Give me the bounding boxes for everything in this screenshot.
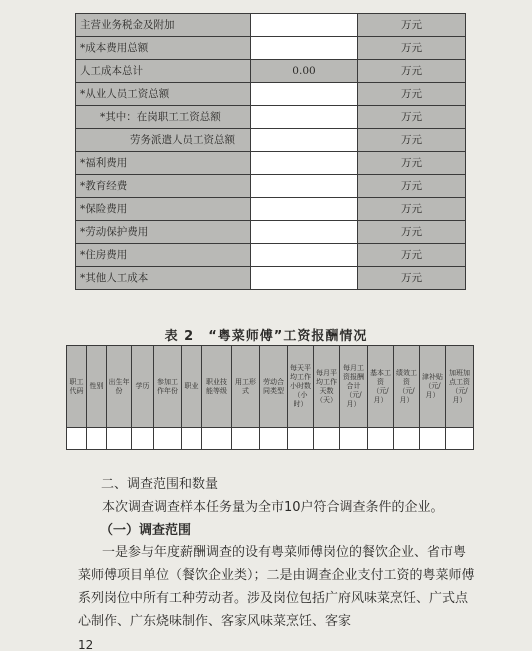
cost-item-value (251, 129, 358, 152)
cost-item-unit: 万元 (358, 83, 466, 106)
cost-item-value (251, 267, 358, 290)
section-paragraph-2: 一是参与年度薪酬调查的设有粤菜师傅岗位的餐饮企业、省市粤菜师傅项目单位（餐饮企业类）；二是由调查企业支付工资的粤菜师傅系列岗位中所有工种劳动者。涉及岗位包括广府风味菜烹饪、广式点心制作、广东烧味制作、客家风味菜烹饪、客家 (78, 545, 475, 629)
wage-table-cell (446, 428, 474, 450)
table-caption: 表 2 “粤菜师傅”工资报酬情况 (164, 329, 368, 344)
cost-item-unit: 万元 (358, 175, 466, 198)
cost-item-label: 主营业务税金及附加 (76, 14, 251, 37)
cost-table-row (76, 267, 466, 290)
wage-table-header: 绩效工资（元/月） (394, 346, 420, 428)
wage-table-cell (394, 428, 420, 450)
wage-table-header: 职业技能等级 (202, 346, 232, 428)
cost-item-value (251, 83, 358, 106)
cost-item-label: *其他人工成本 (76, 267, 251, 290)
cost-table-row (76, 221, 466, 244)
cost-item-value (251, 221, 358, 244)
wage-table-cell (368, 428, 394, 450)
wage-table-header: 职业 (182, 346, 202, 428)
cost-table (75, 13, 466, 290)
cost-table-row (76, 60, 466, 83)
wage-table-empty-row (67, 428, 474, 450)
wage-table-cell (67, 428, 87, 450)
wage-table-header: 津补贴（元/月） (420, 346, 446, 428)
wage-table-header: 每月平均工作天数（天） (314, 346, 340, 428)
cost-table-row (76, 198, 466, 221)
wage-table-cell (260, 428, 288, 450)
wage-table-header: 基本工资（元/月） (368, 346, 394, 428)
cost-item-value (251, 152, 358, 175)
cost-table-row (76, 129, 466, 152)
wage-table-header-row (67, 346, 474, 428)
page-number: 12 (78, 638, 94, 651)
wage-table-header: 加班加点工资（元/月） (446, 346, 474, 428)
wage-table-cell (132, 428, 154, 450)
cost-item-label: *成本费用总额 (76, 37, 251, 60)
cost-item-label: *教育经费 (76, 175, 251, 198)
wage-table-header: 每天平均工作小时数（小时） (288, 346, 314, 428)
cost-item-value (251, 37, 358, 60)
cost-item-label: *其中：在岗职工工资总额 (76, 106, 251, 129)
cost-table-row (76, 244, 466, 267)
wage-table-cell (314, 428, 340, 450)
cost-item-unit: 万元 (358, 244, 466, 267)
cost-item-unit: 万元 (358, 37, 466, 60)
wage-table-header: 职工代码 (67, 346, 87, 428)
cost-item-unit: 万元 (358, 60, 466, 83)
cost-item-value (251, 175, 358, 198)
cost-item-unit: 万元 (358, 129, 466, 152)
section-subheading: （一）调查范围 (100, 523, 192, 538)
section-paragraph-1: 本次调查调查样本任务量为全市10户符合调查条件的企业。 (102, 500, 444, 515)
wage-table-cell (202, 428, 232, 450)
wage-table (66, 345, 474, 450)
wage-table-header: 每月工资报酬合计（元/月） (340, 346, 368, 428)
cost-item-unit: 万元 (358, 267, 466, 290)
cost-item-value (251, 14, 358, 37)
wage-table-cell (420, 428, 446, 450)
wage-table-header: 用工形式 (232, 346, 260, 428)
wage-table-cell (87, 428, 107, 450)
wage-table-cell (340, 428, 368, 450)
cost-table-row (76, 106, 466, 129)
wage-table-cell (288, 428, 314, 450)
wage-table-cell (107, 428, 132, 450)
cost-item-label: *住房费用 (76, 244, 251, 267)
section-heading: 二、调查范围和数量 (101, 477, 219, 492)
cost-item-unit: 万元 (358, 106, 466, 129)
wage-table-header: 参加工作年份 (154, 346, 182, 428)
cost-item-value (251, 244, 358, 267)
cost-table-row (76, 175, 466, 198)
cost-item-label: *保险费用 (76, 198, 251, 221)
cost-item-unit: 万元 (358, 198, 466, 221)
cost-item-label: *从业人员工资总额 (76, 83, 251, 106)
cost-item-label: *劳动保护费用 (76, 221, 251, 244)
wage-table-cell (232, 428, 260, 450)
cost-table-row (76, 152, 466, 175)
cost-item-unit: 万元 (358, 14, 466, 37)
wage-table-cell (182, 428, 202, 450)
cost-item-value (251, 106, 358, 129)
cost-item-value: 0.00 (251, 60, 358, 83)
cost-item-unit: 万元 (358, 152, 466, 175)
wage-table-header: 劳动合同类型 (260, 346, 288, 428)
cost-item-value (251, 198, 358, 221)
cost-item-label: 人工成本总计 (76, 60, 251, 83)
cost-table-row (76, 37, 466, 60)
cost-item-label: *福利费用 (76, 152, 251, 175)
cost-table-row (76, 14, 466, 37)
wage-table-header: 学历 (132, 346, 154, 428)
wage-table-header: 性别 (87, 346, 107, 428)
wage-table-header: 出生年份 (107, 346, 132, 428)
cost-table-row (76, 83, 466, 106)
cost-item-label: 劳务派遣人员工资总额 (76, 129, 251, 152)
cost-item-unit: 万元 (358, 221, 466, 244)
wage-table-cell (154, 428, 182, 450)
